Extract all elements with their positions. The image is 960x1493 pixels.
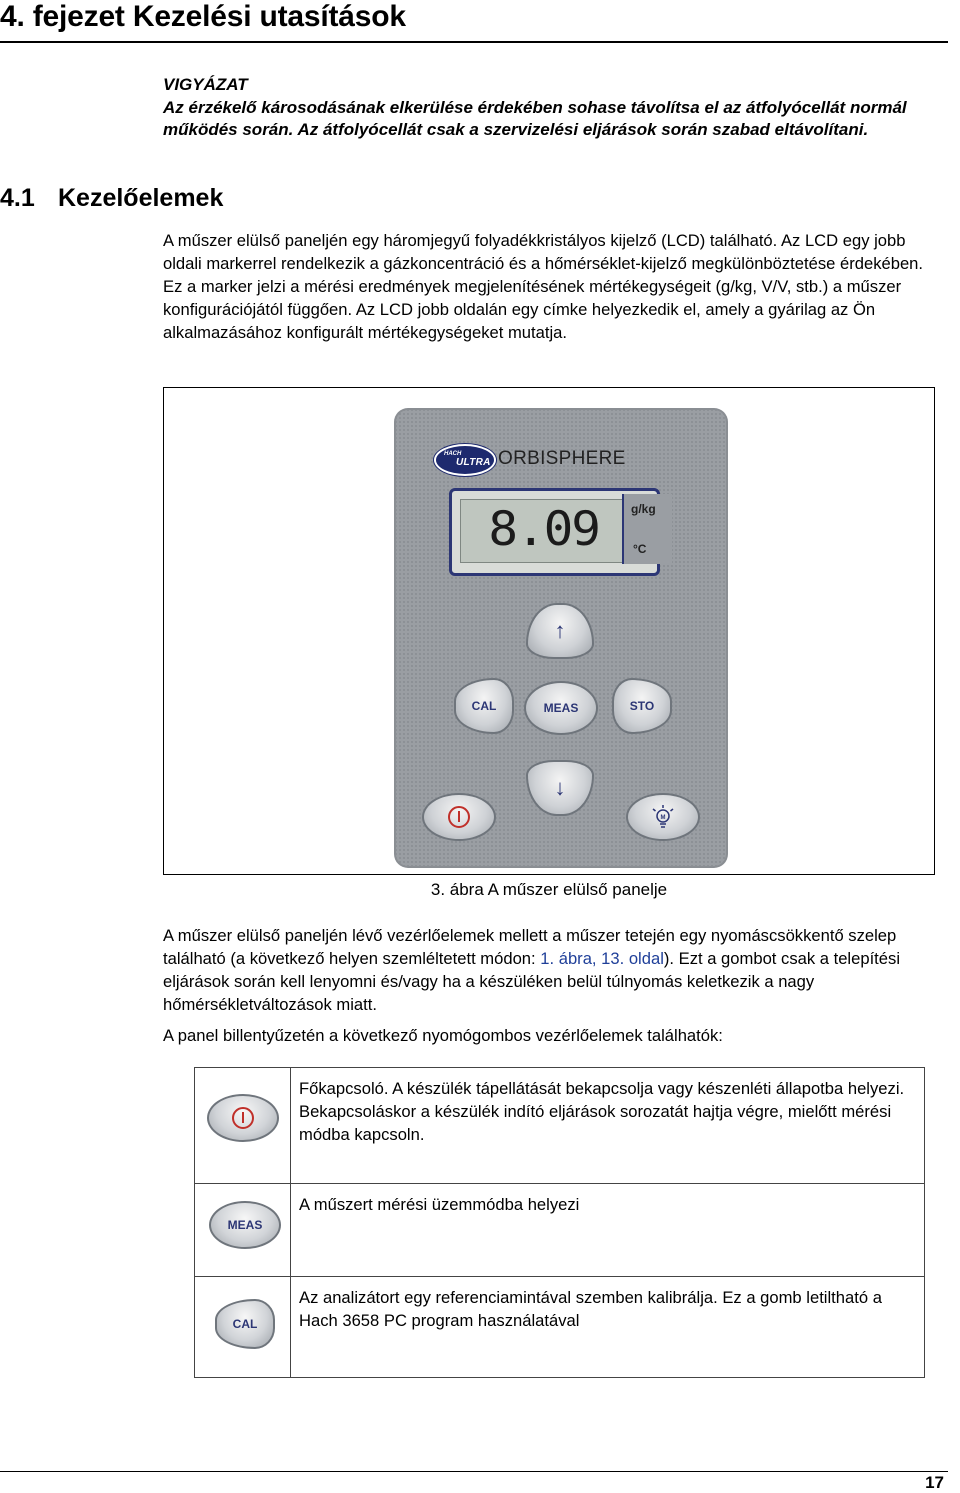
lightbulb-icon (650, 804, 676, 830)
icon-cell (195, 1068, 291, 1184)
power-icon (448, 806, 470, 828)
cal-button[interactable]: CAL (454, 678, 514, 734)
lightbulb-label: M (660, 815, 666, 821)
logo-bottom-text: ULTRA (456, 457, 491, 468)
down-arrow-icon: ↓ (554, 775, 566, 800)
lcd-display (460, 499, 647, 563)
section-heading (0, 184, 223, 213)
icon-cell (195, 1277, 291, 1378)
meas-button-icon: MEAS (209, 1201, 281, 1249)
power-button-icon (207, 1094, 279, 1142)
lcd-value: 8.09 (488, 502, 599, 557)
power-button[interactable] (422, 793, 496, 841)
description-cell: A műszert mérési üzemmódba helyezi (291, 1184, 925, 1277)
section-title: Kezelőelemek (58, 184, 224, 212)
description-cell: Főkapcsoló. A készülék tápellátását bekapcsolja vagy készenléti állapotba helyezi. Bekapcsoláskor a készülék indító eljárások sorozatát hajtja végre, mielőtt mérési módba kapcsoln. (291, 1068, 925, 1184)
cal-button-icon: CAL (215, 1299, 275, 1349)
table-row (195, 1277, 925, 1378)
valve-text-after: ). Ezt a gombot csak a telepítési eljárások során kell lenyomni és/vagy ha a készüléken belül túlnyomás keletkezik a nagy hőmérsékletváltozások miatt. (163, 949, 901, 1014)
page-number: 17 (925, 1473, 944, 1492)
valve-paragraph (163, 924, 939, 1016)
down-button[interactable] (526, 760, 594, 816)
caution-block (163, 74, 923, 142)
chapter-title: 4. fejezet Kezelési utasítások (0, 0, 406, 33)
chapter-rule (0, 41, 948, 43)
backlight-button[interactable] (626, 793, 700, 841)
table-row (195, 1068, 925, 1184)
figure-link[interactable]: 1. ábra, 13. oldal (540, 949, 664, 968)
up-button[interactable] (526, 603, 594, 659)
instrument-front-panel (394, 408, 728, 868)
hach-ultra-logo (434, 444, 496, 476)
table-row (195, 1184, 925, 1277)
controls-table (194, 1067, 925, 1378)
caution-heading: VIGYÁZAT (163, 75, 248, 94)
sto-button[interactable]: STO (612, 678, 672, 734)
figure-caption: 3. ábra A műszer elülső panelje (430, 880, 668, 899)
unit-label (622, 494, 672, 564)
up-arrow-icon: ↑ (554, 618, 566, 643)
section-number: 4.1 (0, 184, 35, 212)
description-cell: Az analizátort egy referenciamintával szemben kalibrálja. Ez a gomb letiltható a Hach 3658 PC program használatával (291, 1277, 925, 1378)
logo-top-text: HACH (444, 451, 462, 457)
valve-text-before: A műszer elülső paneljén lévő vezérlőelemek mellett a műszer tetején egy nyomáscsökkentő szelep található (a következő helyen szemléltetett módon: (163, 926, 897, 968)
brand-name: ORBISPHERE (498, 448, 626, 469)
icon-cell (195, 1184, 291, 1277)
unit-top: g/kg (631, 502, 656, 516)
footer-rule (0, 1471, 948, 1472)
intro-paragraph: A műszer elülső paneljén egy háromjegyű folyadékkristályos kijelző (LCD) található. Az LCD egy jobb oldali markerrel rendelkezik a gázkoncentráció és a hőmérséklet-kijelző megkülönböztetése érdekében. Ez a marker jelzi a mérési eredmények megjelenítésének mértékegységeit (g/kg, V/V, stb.) a műszer konfigurációjától függően. Az LCD jobb oldalán egy címke helyezkedik el, amely a gyárilag az Ön alkalmazásához konfigurált mértékegységeket mutatja. (163, 231, 924, 342)
meas-button[interactable]: MEAS (524, 681, 598, 735)
unit-bottom: °C (633, 542, 647, 556)
power-icon (232, 1107, 254, 1129)
keypad-intro: A panel billentyűzetén a következő nyomógombos vezérlőelemek találhatók: (163, 1026, 723, 1045)
caution-text: Az érzékelő károsodásának elkerülése érdekében sohase távolítsa el az átfolyócellát normál működés során. Az átfolyócellát csak a szervizelési eljárások során szabad eltávolítani. (163, 97, 907, 139)
